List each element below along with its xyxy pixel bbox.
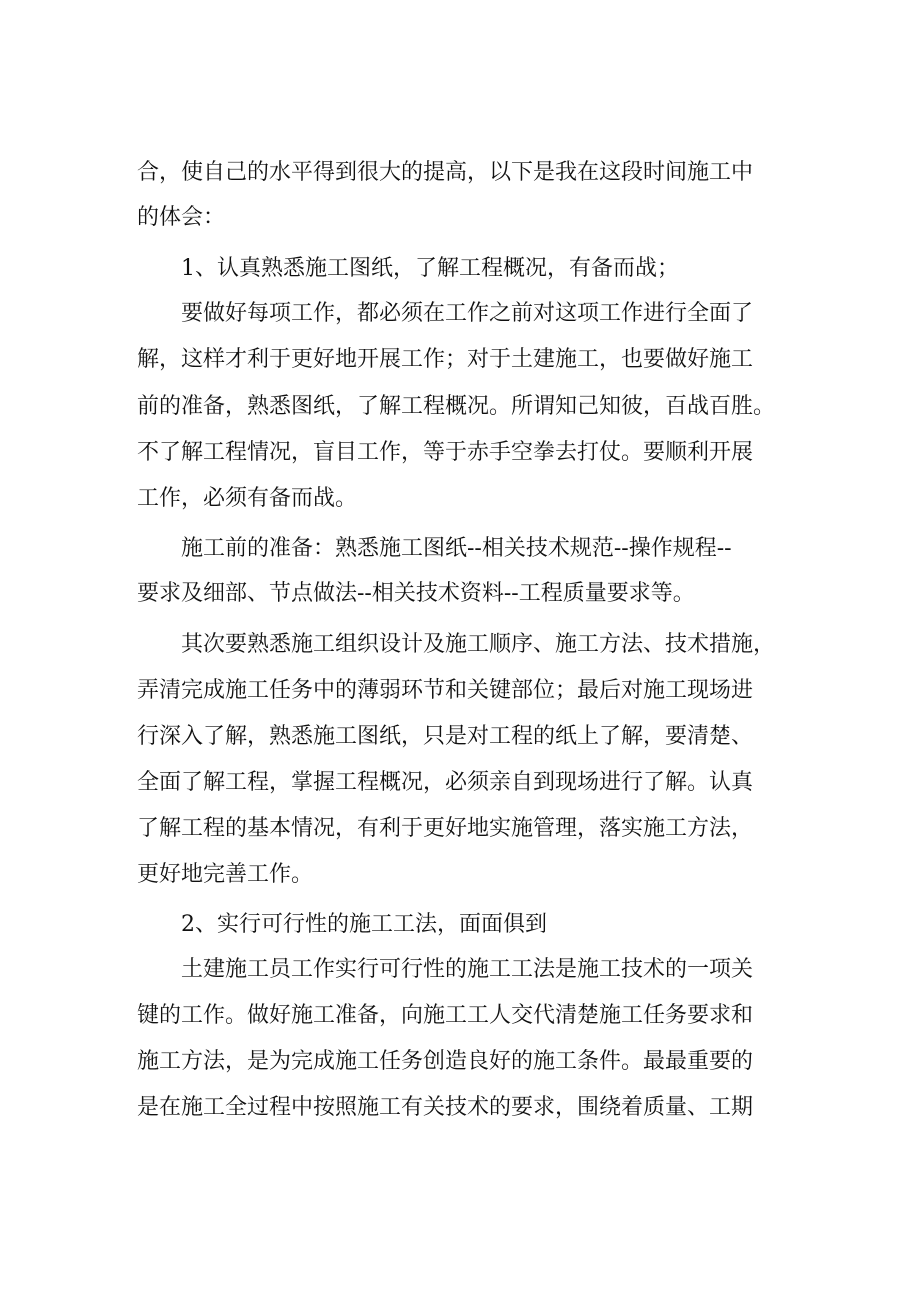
text-line-17: 2、实行可行性的施工工法，面面俱到 [181, 912, 547, 937]
text-line-21: 是在施工全过程中按照施工有关技术的要求，围绕着质量、工期 [137, 1095, 754, 1120]
text-line-3: 1、认真熟悉施工图纸，了解工程概况，有备而战； [181, 256, 679, 281]
text-line-6: 前的准备，熟悉图纸，了解工程概况。所谓知己知彼，百战百胜。 [137, 394, 776, 419]
text-line-2: 的体会： [137, 205, 226, 230]
text-line-10: 要求及细部、节点做法--相关技术资料--工程质量要求等。 [137, 581, 695, 606]
text-line-8: 工作，必须有备而战。 [137, 486, 358, 511]
text-line-19: 键的工作。做好施工准备，向施工工人交代清楚施工任务要求和 [137, 1003, 754, 1028]
text-line-16: 更好地完善工作。 [137, 862, 314, 887]
text-line-14: 全面了解工程，掌握工程概况，必须亲自到现场进行了解。认真 [137, 770, 754, 795]
text-line-15: 了解工程的基本情况，有利于更好地实施管理，落实施工方法， [137, 816, 754, 841]
text-line-4: 要做好每项工作，都必须在工作之前对这项工作进行全面了 [181, 301, 754, 326]
text-line-12: 弄清完成施工任务中的薄弱环节和关键部位；最后对施工现场进 [137, 678, 754, 703]
text-line-1: 合，使自己的水平得到很大的提高，以下是我在这段时间施工中 [137, 160, 754, 185]
text-line-11: 其次要熟悉施工组织设计及施工顺序、施工方法、技术措施， [181, 632, 776, 657]
text-line-20: 施工方法，是为完成施工任务创造良好的施工条件。最最重要的 [137, 1049, 754, 1074]
text-line-13: 行深入了解，熟悉施工图纸，只是对工程的纸上了解，要清楚、 [137, 724, 754, 749]
text-line-9: 施工前的准备：熟悉施工图纸--相关技术规范--操作规程-- [181, 536, 732, 561]
text-line-5: 解，这样才利于更好地开展工作；对于土建施工，也要做好施工 [137, 347, 754, 372]
text-line-18: 土建施工员工作实行可行性的施工工法是施工技术的一项关 [181, 957, 754, 982]
text-line-7: 不了解工程情况，盲目工作，等于赤手空拳去打仗。要顺利开展 [137, 440, 754, 465]
